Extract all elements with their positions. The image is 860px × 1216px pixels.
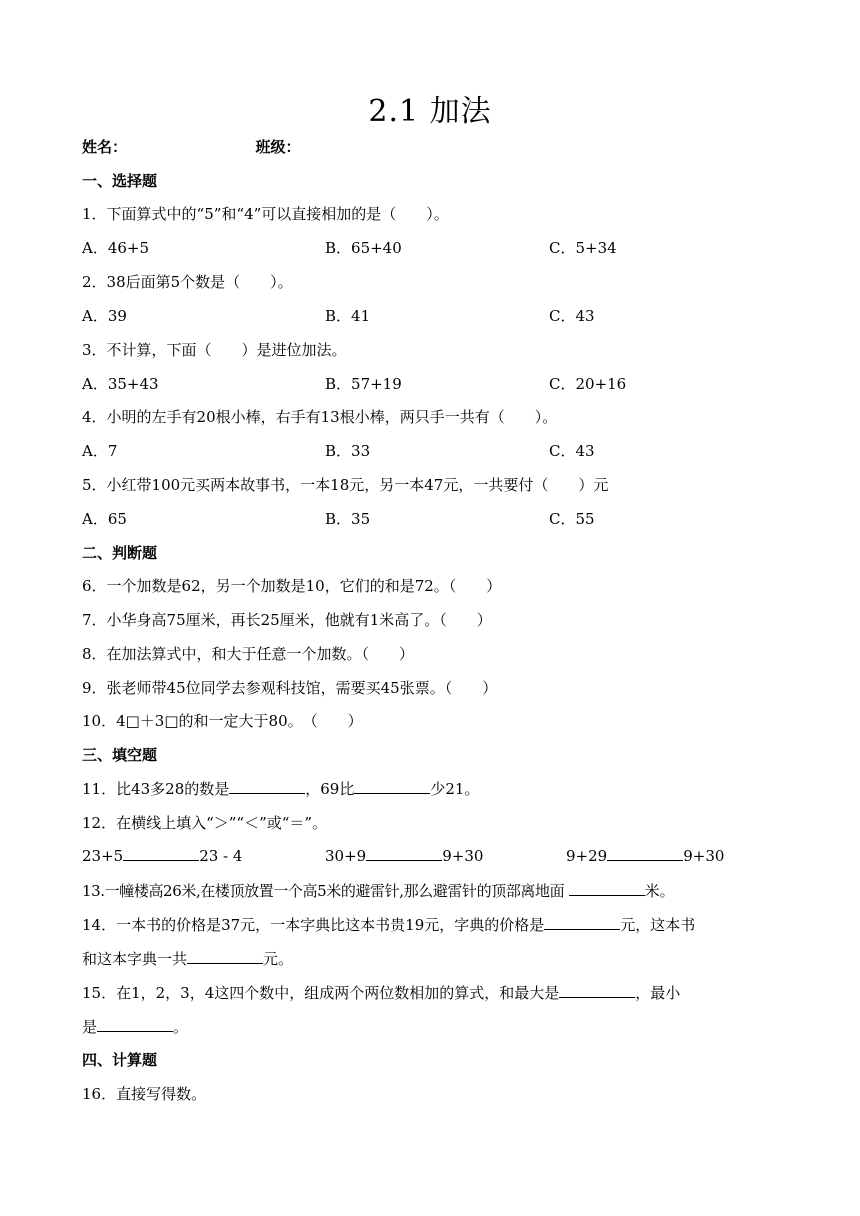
answer-blank <box>354 779 430 794</box>
question-2: 2．38后面第5个数是（ ）。 <box>82 273 293 291</box>
section-heading-fill: 三、填空题 <box>82 746 158 764</box>
expression-left: 23+5 <box>82 847 124 865</box>
answer-blank <box>123 846 199 861</box>
page-title: 2.1 加法 <box>368 94 492 129</box>
question-16: 16．直接写得数。 <box>82 1085 207 1103</box>
q14-text-3: 和这本字典一共 <box>82 950 188 968</box>
q14-text-1: 14．一本书的价格是37元，一本字典比这本书贵19元，字典的价格是 <box>82 916 545 934</box>
q12-compare-1 <box>82 846 242 865</box>
question-15-line-2 <box>82 1016 188 1037</box>
answer-blank <box>229 779 305 794</box>
q1-option-c: C．5+34 <box>549 239 617 257</box>
question-10: 10．4□＋3□的和一定大于80。 （ ） <box>82 712 363 730</box>
q5-option-a: A．65 <box>82 510 127 528</box>
q1-option-a: A．46+5 <box>82 239 150 257</box>
student-info <box>82 136 301 157</box>
q2-option-b: B．41 <box>325 307 371 325</box>
question-8: 8．在加法算式中，和大于任意一个加数。（ ） <box>82 645 415 663</box>
q3-option-b: B．57+19 <box>325 375 402 393</box>
question-4: 4．小明的左手有20根小棒，右手有13根小棒，两只手一共有（ ）。 <box>82 408 558 426</box>
q13-text-2: 米。 <box>644 882 675 900</box>
answer-blank <box>544 915 620 930</box>
q2-option-c: C．43 <box>549 307 595 325</box>
question-5: 5．小红带100元买两本故事书，一本18元，另一本47元，一共要付（ ）元 <box>82 476 609 494</box>
section-heading-choice: 一、选择题 <box>82 172 158 190</box>
q11-text-3: 少21。 <box>430 780 480 798</box>
question-1: 1．下面算式中的“5”和“4”可以直接相加的是（ ）。 <box>82 205 449 223</box>
q13-text-1: 13.一幢楼高26米,在楼顶放置一个高5米的避雷针,那么避雷针的顶部离地面 <box>82 882 569 900</box>
expression-left: 30+9 <box>325 847 367 865</box>
question-11 <box>82 778 479 799</box>
q12-compare-3 <box>566 846 724 865</box>
q11-text-2: ，69比 <box>305 780 355 798</box>
q4-option-a: A．7 <box>82 442 118 460</box>
answer-blank <box>607 846 683 861</box>
answer-blank <box>187 949 263 964</box>
question-15-line-1 <box>82 982 680 1003</box>
question-7: 7．小华身高75厘米，再长25厘米，他就有1米高了。（ ） <box>82 611 492 629</box>
q2-option-a: A．39 <box>82 307 127 325</box>
answer-blank <box>366 846 442 861</box>
q15-text-3: 是 <box>82 1018 98 1036</box>
question-9: 9．张老师带45位同学去参观科技馆，需要买45张票。（ ） <box>82 679 498 697</box>
q3-option-c: C．20+16 <box>549 375 627 393</box>
q4-option-c: C．43 <box>549 442 595 460</box>
q15-text-2: ，最小 <box>635 984 681 1002</box>
section-heading-calc: 四、计算题 <box>82 1051 158 1069</box>
q11-text-1: 11．比43多28的数是 <box>82 780 230 798</box>
section-heading-judge: 二、判断题 <box>82 544 158 562</box>
q4-option-b: B．33 <box>325 442 371 460</box>
expression-right: 9+30 <box>442 847 484 865</box>
class-label: 班级： <box>255 138 301 156</box>
q15-text-1: 15．在1，2，3，4这四个数中，组成两个两位数相加的算式，和最大是 <box>82 984 560 1002</box>
question-14-line-1 <box>82 914 695 935</box>
q12-compare-2 <box>325 846 483 865</box>
q14-text-2: 元，这本书 <box>620 916 696 934</box>
question-6: 6．一个加数是62，另一个加数是10，它们的和是72。（ ） <box>82 577 502 595</box>
expression-right: 9+30 <box>683 847 725 865</box>
answer-blank <box>559 983 635 998</box>
q3-option-a: A．35+43 <box>82 375 159 393</box>
answer-blank <box>569 881 645 896</box>
question-13 <box>82 880 675 901</box>
q5-option-b: B．35 <box>325 510 371 528</box>
q1-option-b: B．65+40 <box>325 239 402 257</box>
question-14-line-2 <box>82 948 293 969</box>
q14-text-4: 元。 <box>263 950 294 968</box>
q15-text-4: 。 <box>173 1018 189 1036</box>
expression-right: 23 - 4 <box>199 847 243 865</box>
answer-blank <box>97 1017 173 1032</box>
question-12: 12．在横线上填入“＞”“＜”或“＝”。 <box>82 814 328 832</box>
name-label: 姓名： <box>82 138 128 156</box>
q5-option-c: C．55 <box>549 510 595 528</box>
expression-left: 9+29 <box>566 847 608 865</box>
question-3: 3．不计算，下面（ ）是进位加法。 <box>82 341 347 359</box>
